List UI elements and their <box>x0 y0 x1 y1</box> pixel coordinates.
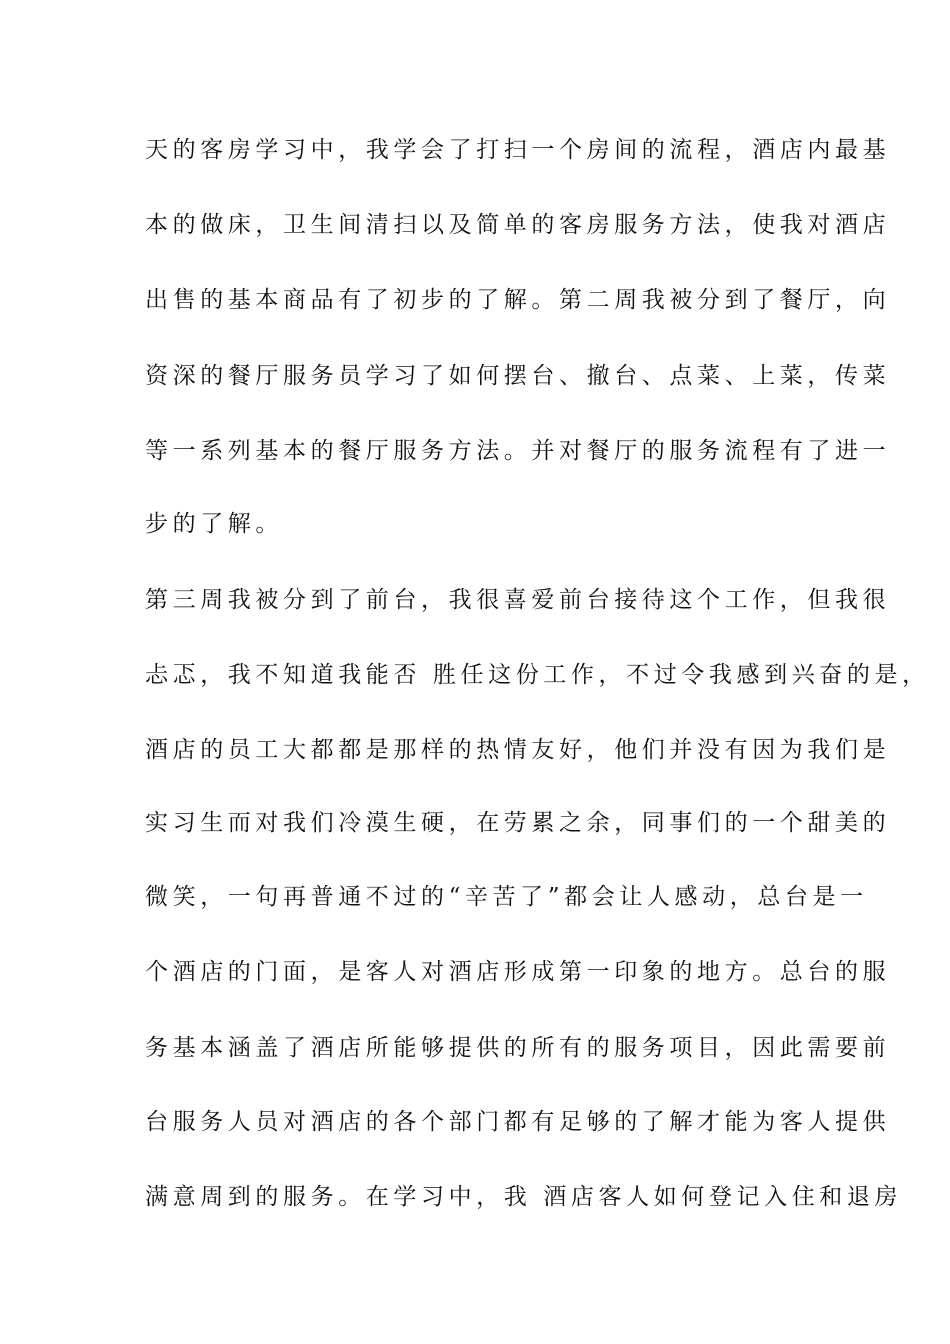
text-line-1: 天的客房学习中，我学会了打扫一个房间的流程，酒店内最基 <box>145 137 891 163</box>
text-line-12: 个酒店的门面，是客人对酒店形成第一印象的地方。总台的服 <box>145 959 891 985</box>
text-line-8: 忐忑，我不知道我能否 胜任这份工作，不过令我感到兴奋的是， <box>145 662 930 688</box>
text-line-9: 酒店的员工大都都是那样的热情友好，他们并没有因为我们是 <box>145 737 891 763</box>
text-line-6: 步的了解。 <box>145 511 283 537</box>
text-line-4: 资深的餐厅服务员学习了如何摆台、撤台、点菜、上菜，传菜 <box>145 363 891 389</box>
text-line-13: 务基本涵盖了酒店所能够提供的所有的服务项目，因此需要前 <box>145 1035 891 1061</box>
text-line-11: 微笑，一句再普通不过的“辛苦了”都会让人感动，总台是一 <box>145 884 868 910</box>
text-line-2: 本的做床，卫生间清扫以及简单的客房服务方法，使我对酒店 <box>145 212 891 238</box>
text-line-10: 实习生而对我们冷漠生硬，在劳累之余，同事们的一个甜美的 <box>145 810 891 836</box>
text-line-7: 第三周我被分到了前台，我很喜爱前台接待这个工作，但我很 <box>145 587 891 613</box>
text-line-5: 等一系列基本的餐厅服务方法。并对餐厅的服务流程有了进一 <box>145 438 891 464</box>
text-line-14: 台服务人员对酒店的各个部门都有足够的了解才能为客人提供 <box>145 1109 891 1135</box>
text-line-3: 出售的基本商品有了初步的了解。第二周我被分到了餐厅，向 <box>145 287 891 313</box>
text-line-15: 满意周到的服务。在学习中，我 酒店客人如何登记入住和退房 <box>145 1184 903 1210</box>
